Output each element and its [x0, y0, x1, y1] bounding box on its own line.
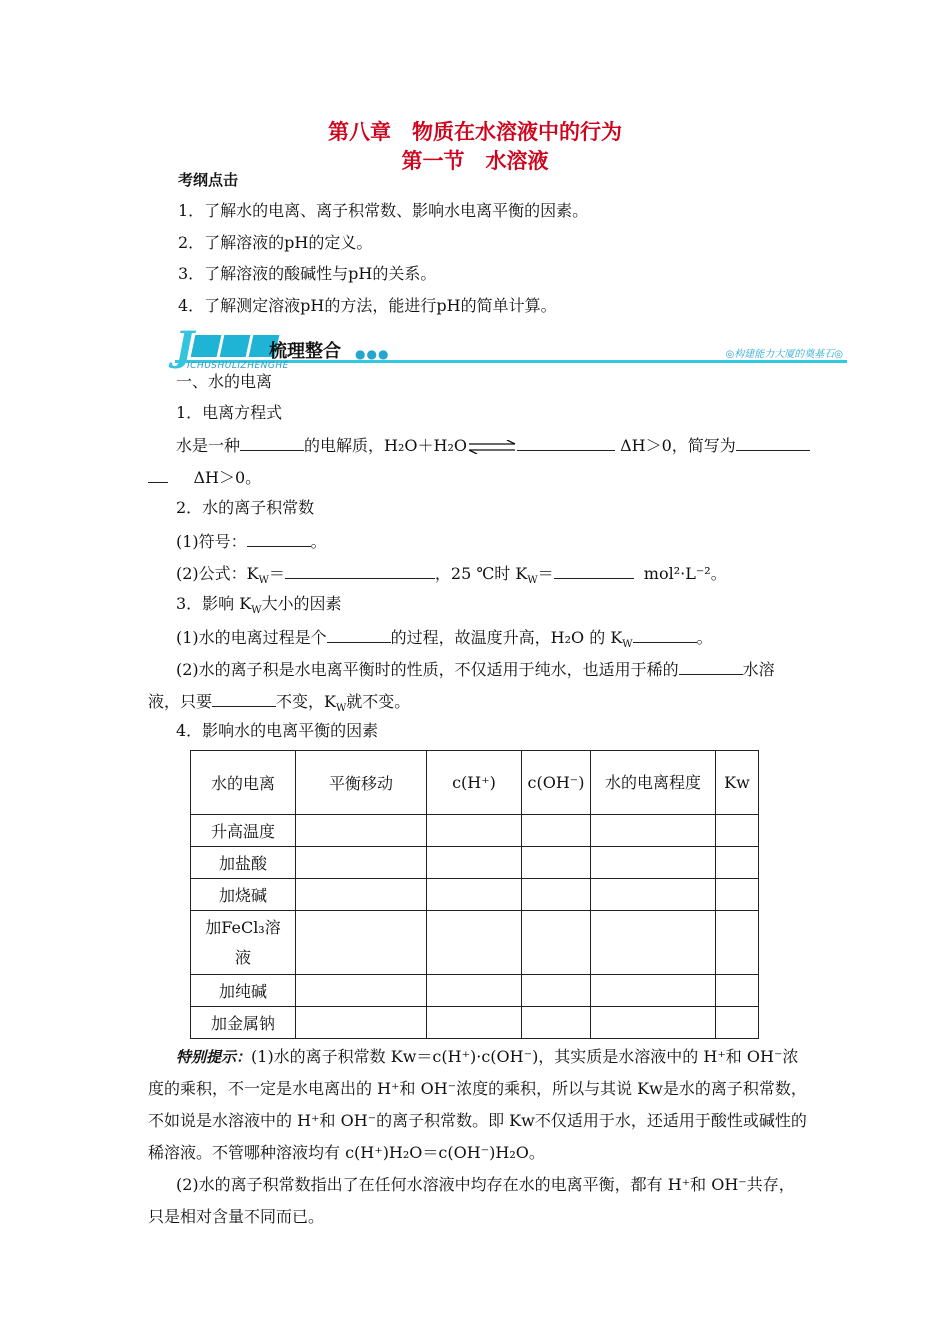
- banner-pinyin: ICHUSHULIZHENGHE: [187, 361, 289, 371]
- table-row: [191, 975, 759, 1007]
- paragraph-line: 液，只要 不变，$K_W$就不变。: [148, 692, 411, 715]
- blank-field: [148, 466, 168, 483]
- table-row: [191, 847, 759, 879]
- table-cell: 加纯碱: [191, 975, 296, 1007]
- outline-heading: 考纲点击: [178, 171, 239, 189]
- banner-blocks: [193, 335, 280, 361]
- outline-item: 1．了解水的电离、离子积常数、影响水电离平衡的因素。: [178, 201, 589, 220]
- table-cell: 升高温度: [191, 815, 296, 847]
- blank-field: [633, 626, 697, 643]
- outline-item: 2．了解溶液的pH的定义。: [178, 233, 373, 252]
- table-header: c(H⁺): [427, 751, 522, 815]
- table-header: 水的电离: [191, 751, 296, 815]
- note-line: (2)水的离子积常数指出了在任何水溶液中均存在水的电离平衡，都有 H⁺和 OH⁻共存，: [176, 1175, 795, 1194]
- factors-table: [190, 750, 759, 1039]
- banner-title: 梳理整合: [269, 341, 341, 362]
- formula-line: (2)公式：$K_W=$ ，25 ℃时 $K_W= mol^2\cdot L^{-2}$。: [176, 564, 727, 587]
- note-label: 特别提示：: [176, 1048, 252, 1066]
- outline-item: 4．了解测定溶液pH的方法，能进行pH的简单计算。: [178, 296, 557, 315]
- subheading: 3．影响 $K_W$大小的因素: [176, 594, 342, 617]
- table-cell: 加金属钠: [191, 1007, 296, 1039]
- table-header: 平衡移动: [296, 751, 427, 815]
- table-cell: 加盐酸: [191, 847, 296, 879]
- section-heading: 一、水的电离: [176, 372, 273, 391]
- paragraph-line: (2)水的离子积是水电离平衡时的性质，不仅适用于纯水，也适用于稀的 水溶: [176, 660, 775, 679]
- section-title: 第一节 水溶液: [401, 149, 549, 173]
- equation-line: 水是一种 的电解质，H₂O＋H₂O ΔH＞0，简写为: [176, 434, 810, 456]
- blank-field: [240, 434, 304, 451]
- table-header: c(OH⁻): [522, 751, 591, 815]
- blank-field: [736, 434, 810, 451]
- outline-item: 3．了解溶液的酸碱性与pH的关系。: [178, 264, 437, 283]
- table-row: [191, 815, 759, 847]
- blank-field: [247, 530, 311, 547]
- table-header-row: [191, 751, 759, 815]
- table-cell: 加烧碱: [191, 879, 296, 911]
- subheading: 2．水的离子积常数: [176, 498, 315, 517]
- banner-slogan: ◎构建能力大厦的奠基石◎: [725, 349, 843, 360]
- subheading: 4．影响水的电离平衡的因素: [176, 721, 379, 740]
- note-line: 度的乘积，不一定是水电离出的 H⁺和 OH⁻浓度的乘积，所以与其说 Kw是水的离子积常数，: [148, 1079, 807, 1098]
- note-line: 不如说是水溶液中的 H⁺和 OH⁻的离子积常数。即 Kw不仅适用于水，还适用于酸性或碱性的: [148, 1111, 807, 1130]
- blank-field: [285, 562, 435, 579]
- equation-line-cont: ΔH＞0。: [148, 466, 261, 488]
- chapter-title: 第八章 物质在水溶液中的行为: [328, 120, 622, 144]
- banner-letter: J: [175, 323, 194, 370]
- subheading: 1．电离方程式: [176, 403, 283, 422]
- table-header: 水的电离程度: [591, 751, 716, 815]
- paragraph-line: (1)水的电离过程是个 的过程，故温度升高，H₂O 的 $K_W$ 。: [176, 628, 713, 651]
- note-line: 只是相对含量不同而已。: [148, 1207, 325, 1226]
- banner-dots: ●●●: [355, 347, 390, 361]
- table-row: [191, 879, 759, 911]
- section-banner: [175, 323, 847, 373]
- blank-field: [212, 690, 276, 707]
- blank-field: [554, 562, 634, 579]
- note-line: 特别提示：(1)水的离子积常数 Kw＝c(H⁺)·c(OH⁻)，其实质是水溶液中的 H⁺和 OH⁻浓: [176, 1047, 799, 1066]
- table-row: [191, 1007, 759, 1039]
- blank-field: [517, 434, 615, 451]
- table-row: [191, 911, 759, 975]
- table-cell: 加FeCl₃溶液: [191, 911, 296, 975]
- note-line: 稀溶液。不管哪种溶液均有 c(H⁺)H₂O＝c(OH⁻)H₂O。: [148, 1143, 545, 1162]
- equilibrium-arrow-icon: [467, 440, 517, 454]
- blank-field: [327, 626, 391, 643]
- blank-field: [679, 658, 743, 675]
- table-header: Kw: [716, 751, 759, 815]
- symbol-line: (1)符号： 。: [176, 532, 327, 551]
